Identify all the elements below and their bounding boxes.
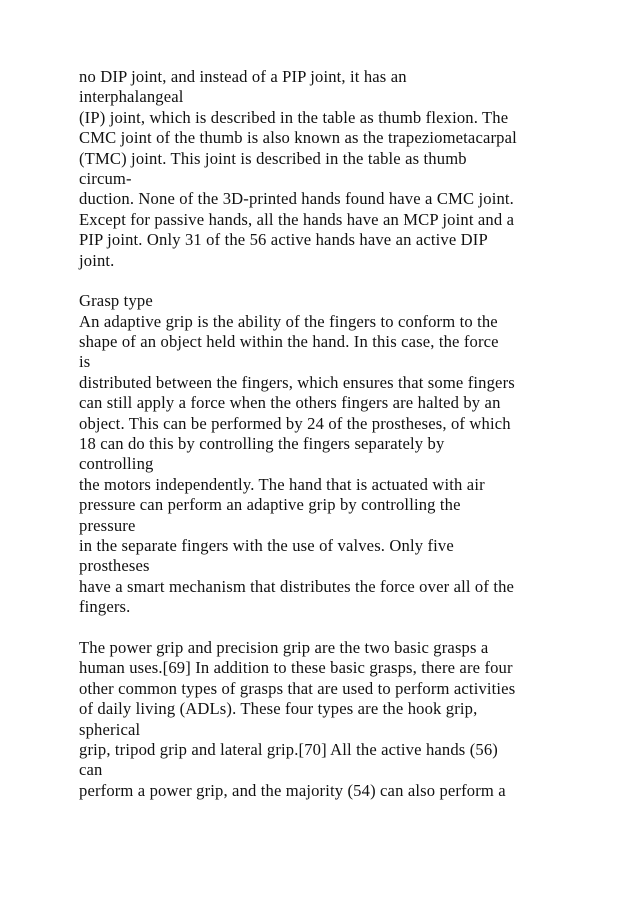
text-line: An adaptive grip is the ability of the fingers to conform to the xyxy=(79,311,498,331)
text-line: The power grip and precision grip are the two basic grasps a xyxy=(79,637,489,657)
text-line: duction. None of the 3D-printed hands found have a CMC joint. xyxy=(79,189,514,209)
text-line: pressure xyxy=(79,515,136,535)
text-line: fingers. xyxy=(79,597,131,617)
section-heading-grasp-type: Grasp type xyxy=(79,291,153,311)
text-line: distributed between the fingers, which ensures that some fingers xyxy=(79,372,515,392)
text-line: in the separate fingers with the use of valves. Only five xyxy=(79,535,454,555)
paragraph-spacer xyxy=(79,271,624,291)
text-line: no DIP joint, and instead of a PIP joint, it has an xyxy=(79,67,407,86)
text-line: controlling xyxy=(79,454,154,474)
text-line: can xyxy=(79,760,103,780)
text-line: interphalangeal xyxy=(79,87,184,107)
text-line: have a smart mechanism that distributes the force over all of the xyxy=(79,576,515,596)
text-line: spherical xyxy=(79,719,141,739)
text-line: is xyxy=(79,352,91,372)
paragraph-spacer xyxy=(79,618,624,638)
document-text xyxy=(79,67,624,801)
text-line: object. This can be performed by 24 of the prostheses, of which xyxy=(79,413,511,433)
text-line: PIP joint. Only 31 of the 56 active hands have an active DIP xyxy=(79,230,488,250)
paragraph-joints xyxy=(79,67,624,271)
text-line: (IP) joint, which is described in the table as thumb flexion. The xyxy=(79,107,509,127)
text-line: other common types of grasps that are used to perform activities xyxy=(79,678,516,698)
text-line: prostheses xyxy=(79,556,150,576)
paragraph-grip-types xyxy=(79,638,624,801)
paragraph-adaptive-grip xyxy=(79,312,624,618)
text-line: (TMC) joint. This joint is described in the table as thumb xyxy=(79,148,467,168)
text-line: perform a power grip, and the majority (54) can also perform a xyxy=(79,780,506,800)
text-line: of daily living (ADLs). These four types are the hook grip, xyxy=(79,699,478,719)
text-line: grip, tripod grip and lateral grip.[70] All the active hands (56) xyxy=(79,739,498,759)
text-line: 18 can do this by controlling the fingers separately by xyxy=(79,434,445,454)
text-line: CMC joint of the thumb is also known as the trapeziometacarpal xyxy=(79,128,517,148)
text-line: circum- xyxy=(79,168,132,188)
text-line: can still apply a force when the others fingers are halted by an xyxy=(79,393,501,413)
text-line: the motors independently. The hand that is actuated with air xyxy=(79,474,485,494)
text-line: pressure can perform an adaptive grip by controlling the xyxy=(79,495,461,515)
text-line: joint. xyxy=(79,250,115,270)
text-line: shape of an object held within the hand. In this case, the force xyxy=(79,332,499,352)
text-line: Except for passive hands, all the hands have an MCP joint and a xyxy=(79,209,515,229)
text-line: human uses.[69] In addition to these basic grasps, there are four xyxy=(79,658,513,678)
